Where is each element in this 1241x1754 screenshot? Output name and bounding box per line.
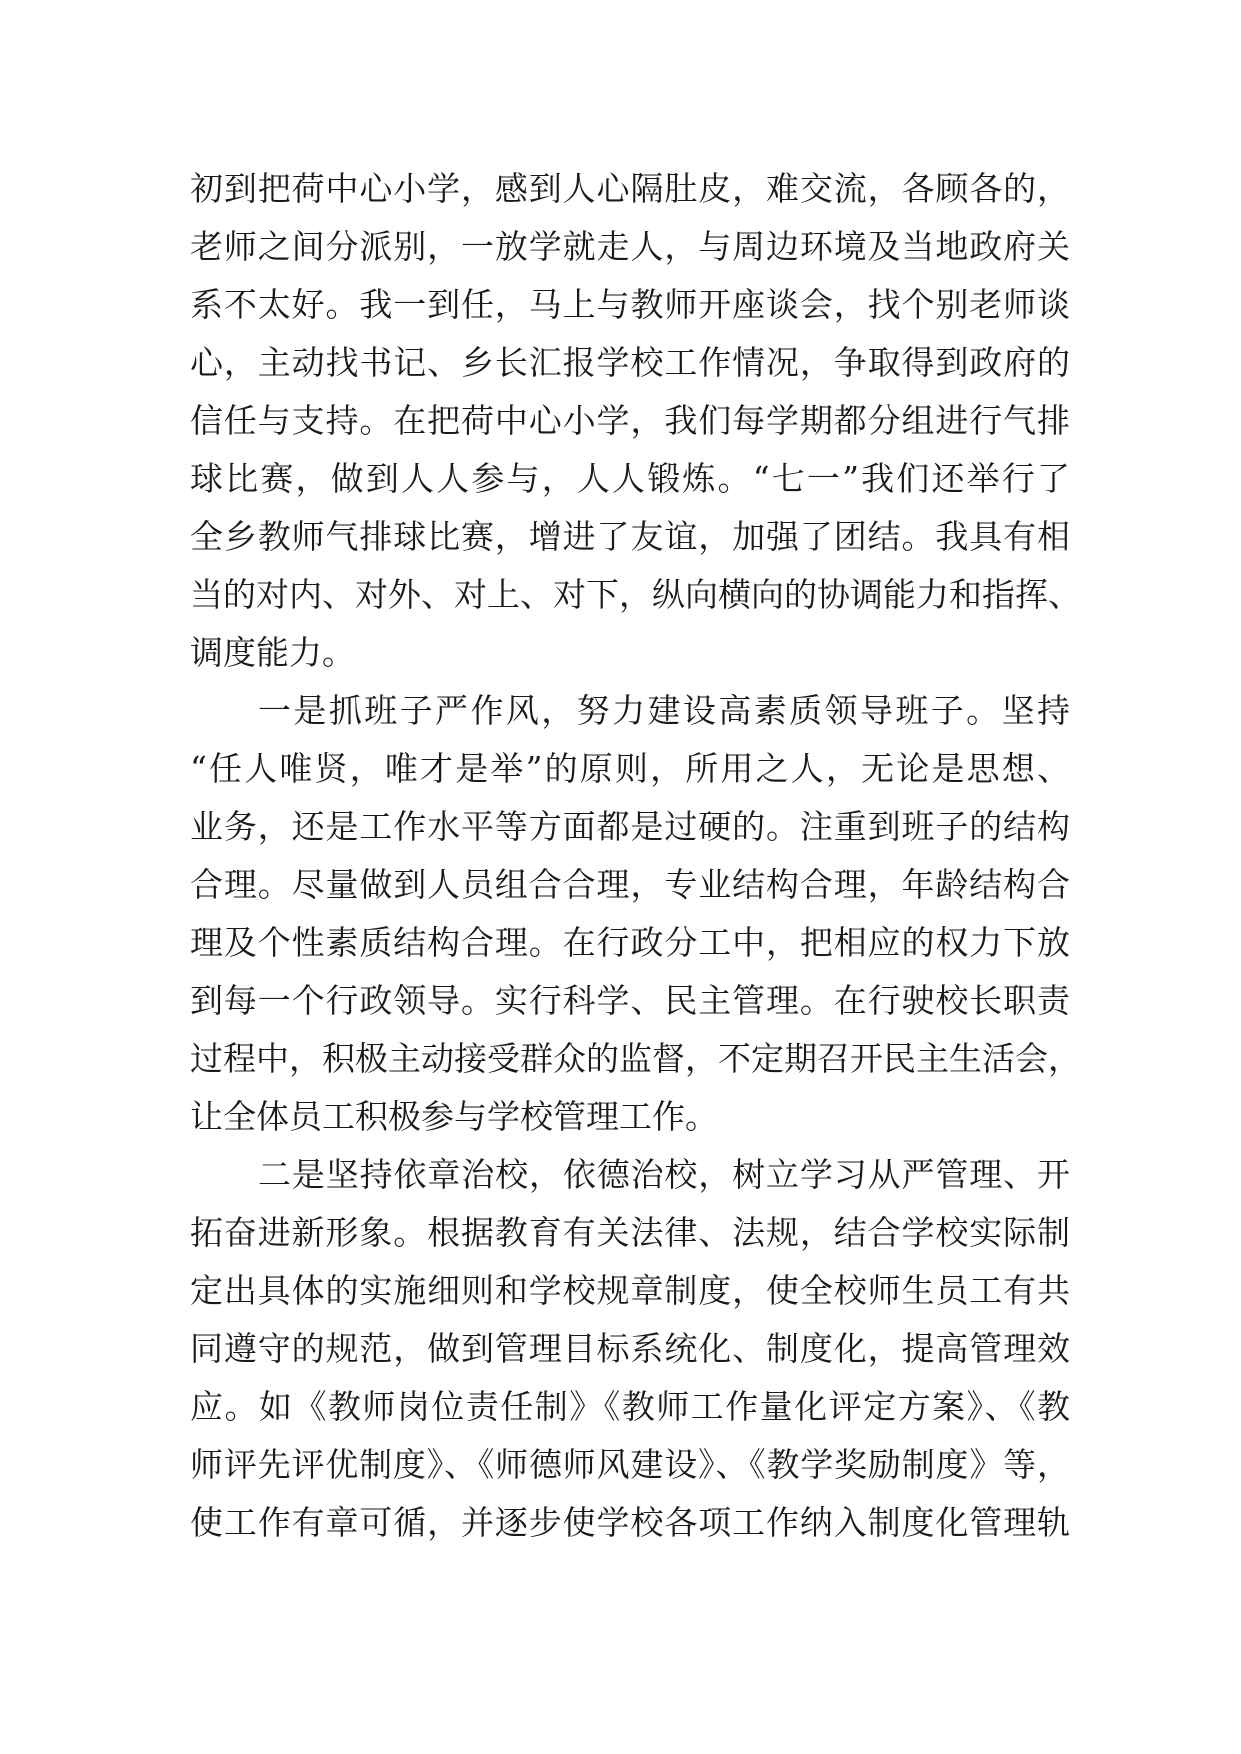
text-line: 心，主动找书记、乡长汇报学校工作情况，争取得到政府的 <box>190 343 1070 382</box>
text-line: 全乡教师气排球比赛，增进了友谊，加强了团结。我具有相 <box>190 517 1070 556</box>
text-line: 初到把荷中心小学，感到人心隔肚皮，难交流，各顾各的， <box>190 169 1070 208</box>
paragraph-intro <box>190 160 1081 682</box>
text-line: 过程中，积极主动接受群众的监督，不定期召开民主生活会， <box>190 1039 1081 1078</box>
text-line: 老师之间分派别，一放学就走人，与周边环境及当地政府关 <box>190 227 1070 266</box>
document-body <box>190 160 1081 1552</box>
text-line: 使工作有章可循，并逐步使学校各项工作纳入制度化管理轨 <box>190 1503 1070 1542</box>
text-line: 理及个性素质结构合理。在行政分工中，把相应的权力下放 <box>190 923 1070 962</box>
text-line: 应。如《教师岗位责任制》《教师工作量化评定方案》、《教 <box>190 1387 1070 1426</box>
text-line: 球比赛，做到人人参与，人人锻炼。“七一”我们还举行了 <box>190 459 1070 498</box>
text-line: 同遵守的规范，做到管理目标系统化、制度化，提高管理效 <box>190 1329 1070 1368</box>
text-line: 拓奋进新形象。根据教育有关法律、法规，结合学校实际制 <box>190 1213 1070 1252</box>
text-line: 业务，还是工作水平等方面都是过硬的。注重到班子的结构 <box>190 807 1070 846</box>
text-line: 一是抓班子严作风，努力建设高素质领导班子。坚持 <box>258 691 1070 730</box>
text-line: 让全体员工积极参与学校管理工作。 <box>190 1097 718 1136</box>
text-line: 信任与支持。在把荷中心小学，我们每学期都分组进行气排 <box>190 401 1070 440</box>
text-line: 合理。尽量做到人员组合合理，专业结构合理，年龄结构合 <box>190 865 1070 904</box>
text-line: 到每一个行政领导。实行科学、民主管理。在行驶校长职责 <box>190 981 1070 1020</box>
text-line: 系不太好。我一到任，马上与教师开座谈会，找个别老师谈 <box>190 285 1070 324</box>
text-line: “任人唯贤，唯才是举”的原则，所用之人，无论是思想、 <box>190 749 1070 788</box>
paragraph-point-one <box>190 682 1081 1146</box>
text-line: 二是坚持依章治校，依德治校，树立学习从严管理、开 <box>258 1155 1070 1194</box>
paragraph-point-two <box>190 1146 1070 1552</box>
text-line: 定出具体的实施细则和学校规章制度，使全校师生员工有共 <box>190 1271 1070 1310</box>
text-line: 当的对内、对外、对上、对下，纵向横向的协调能力和指挥、 <box>190 575 1081 614</box>
text-line: 师评先评优制度》、《师德师风建设》、《教学奖励制度》等， <box>190 1445 1070 1484</box>
text-line: 调度能力。 <box>190 633 355 672</box>
